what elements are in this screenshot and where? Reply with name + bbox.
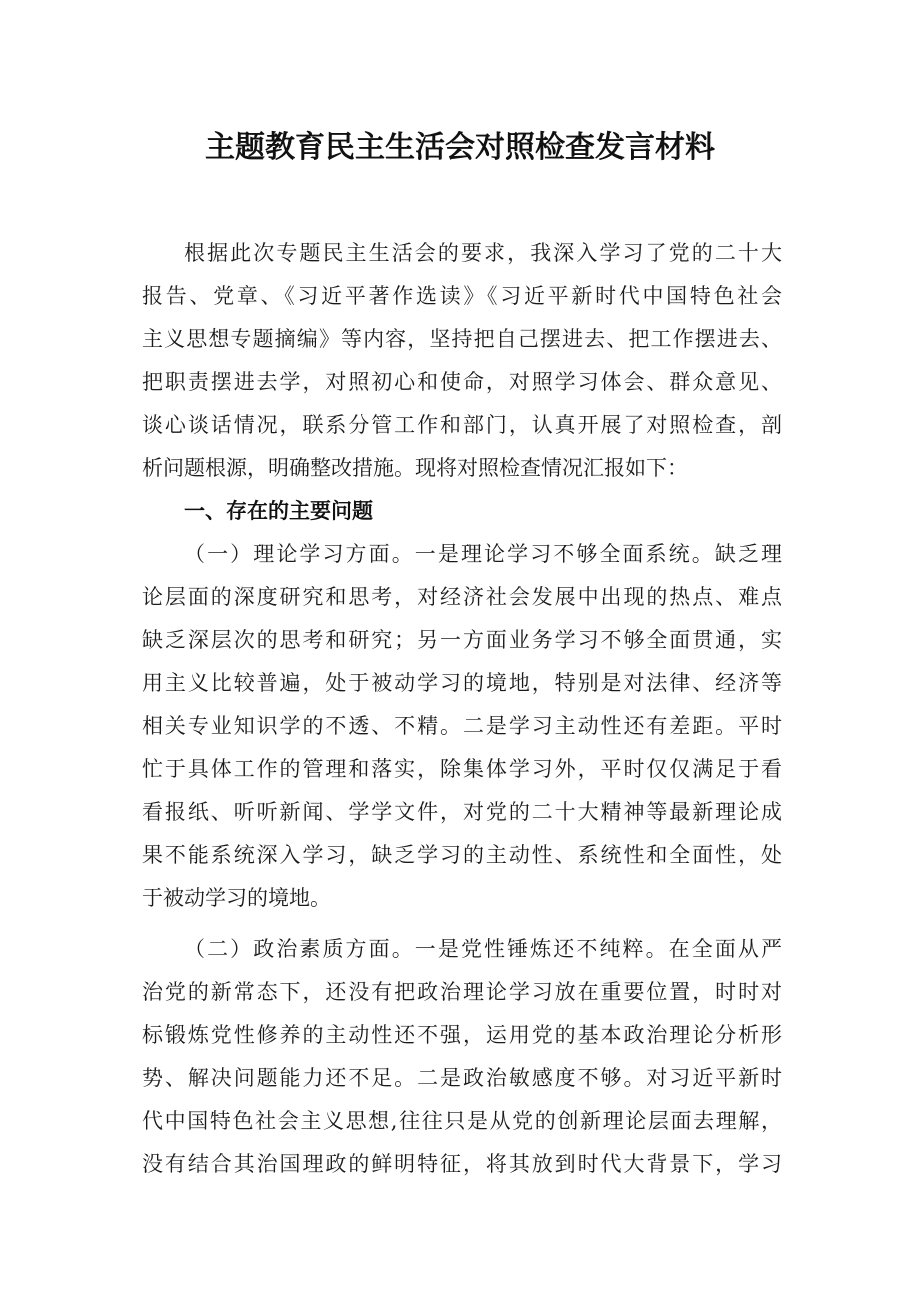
paragraph-line: 用主义比较普遍，处于被动学习的境地，特别是对法律、经济等: [142, 671, 782, 695]
paragraph-line: 果不能系统深入学习，缺乏学习的主动性、系统性和全面性，处: [142, 843, 782, 867]
paragraph-line: 缺乏深层次的思考和研究；另一方面业务学习不够全面贯通，实: [142, 628, 782, 652]
paragraph-line: （一）理论学习方面。一是理论学习不够全面系统。缺乏理: [184, 542, 782, 566]
paragraph-line: 析问题根源，明确整改措施。现将对照检查情况汇报如下：: [142, 456, 688, 480]
paragraph-line: 论层面的深度研究和思考，对经济社会发展中出现的热点、难点: [142, 585, 782, 609]
paragraph-line: 谈心谈话情况，联系分管工作和部门，认真开展了对照检查，剖: [142, 413, 782, 437]
paragraph-line: 相关专业知识学的不透、不精。二是学习主动性还有差距。平时: [142, 714, 782, 738]
paragraph-line: 看报纸、听听新闻、学学文件，对党的二十大精神等最新理论成: [142, 800, 782, 824]
paragraph-line: 主义思想专题摘编》等内容，坚持把自己摆进去、把工作摆进去、: [142, 327, 782, 351]
paragraph-line: 标锻炼党性修养的主动性还不强，运用党的基本政治理论分析形: [142, 1023, 782, 1047]
document-title: 主题教育民主生活会对照检查发言材料: [205, 130, 715, 165]
paragraph-line: 没有结合其治国理政的鲜明特征，将其放到时代大背景下，学习: [142, 1152, 782, 1176]
paragraph-line: 报告、党章、《习近平著作选读》《习近平新时代中国特色社会: [142, 284, 782, 308]
paragraph-line: 治党的新常态下，还没有把政治理论学习放在重要位置，时时对: [142, 980, 782, 1004]
paragraph-line: 忙于具体工作的管理和落实，除集体学习外，平时仅仅满足于看: [142, 757, 782, 781]
paragraph-line: 于被动学习的境地。: [142, 886, 331, 910]
paragraph-line: 代中国特色社会主义思想,往往只是从党的创新理论层面去理解，: [142, 1109, 782, 1133]
paragraph-line: 根据此次专题民主生活会的要求，我深入学习了党的二十大: [184, 241, 782, 265]
paragraph-line: 势、解决问题能力还不足。二是政治敏感度不够。对习近平新时: [142, 1066, 782, 1090]
paragraph-line: （二）政治素质方面。一是党性锤炼还不纯粹。在全面从严: [184, 937, 782, 961]
paragraph-line: 把职责摆进去学，对照初心和使命，对照学习体会、群众意见、: [142, 370, 782, 394]
section-heading: 一、存在的主要问题: [184, 499, 373, 523]
